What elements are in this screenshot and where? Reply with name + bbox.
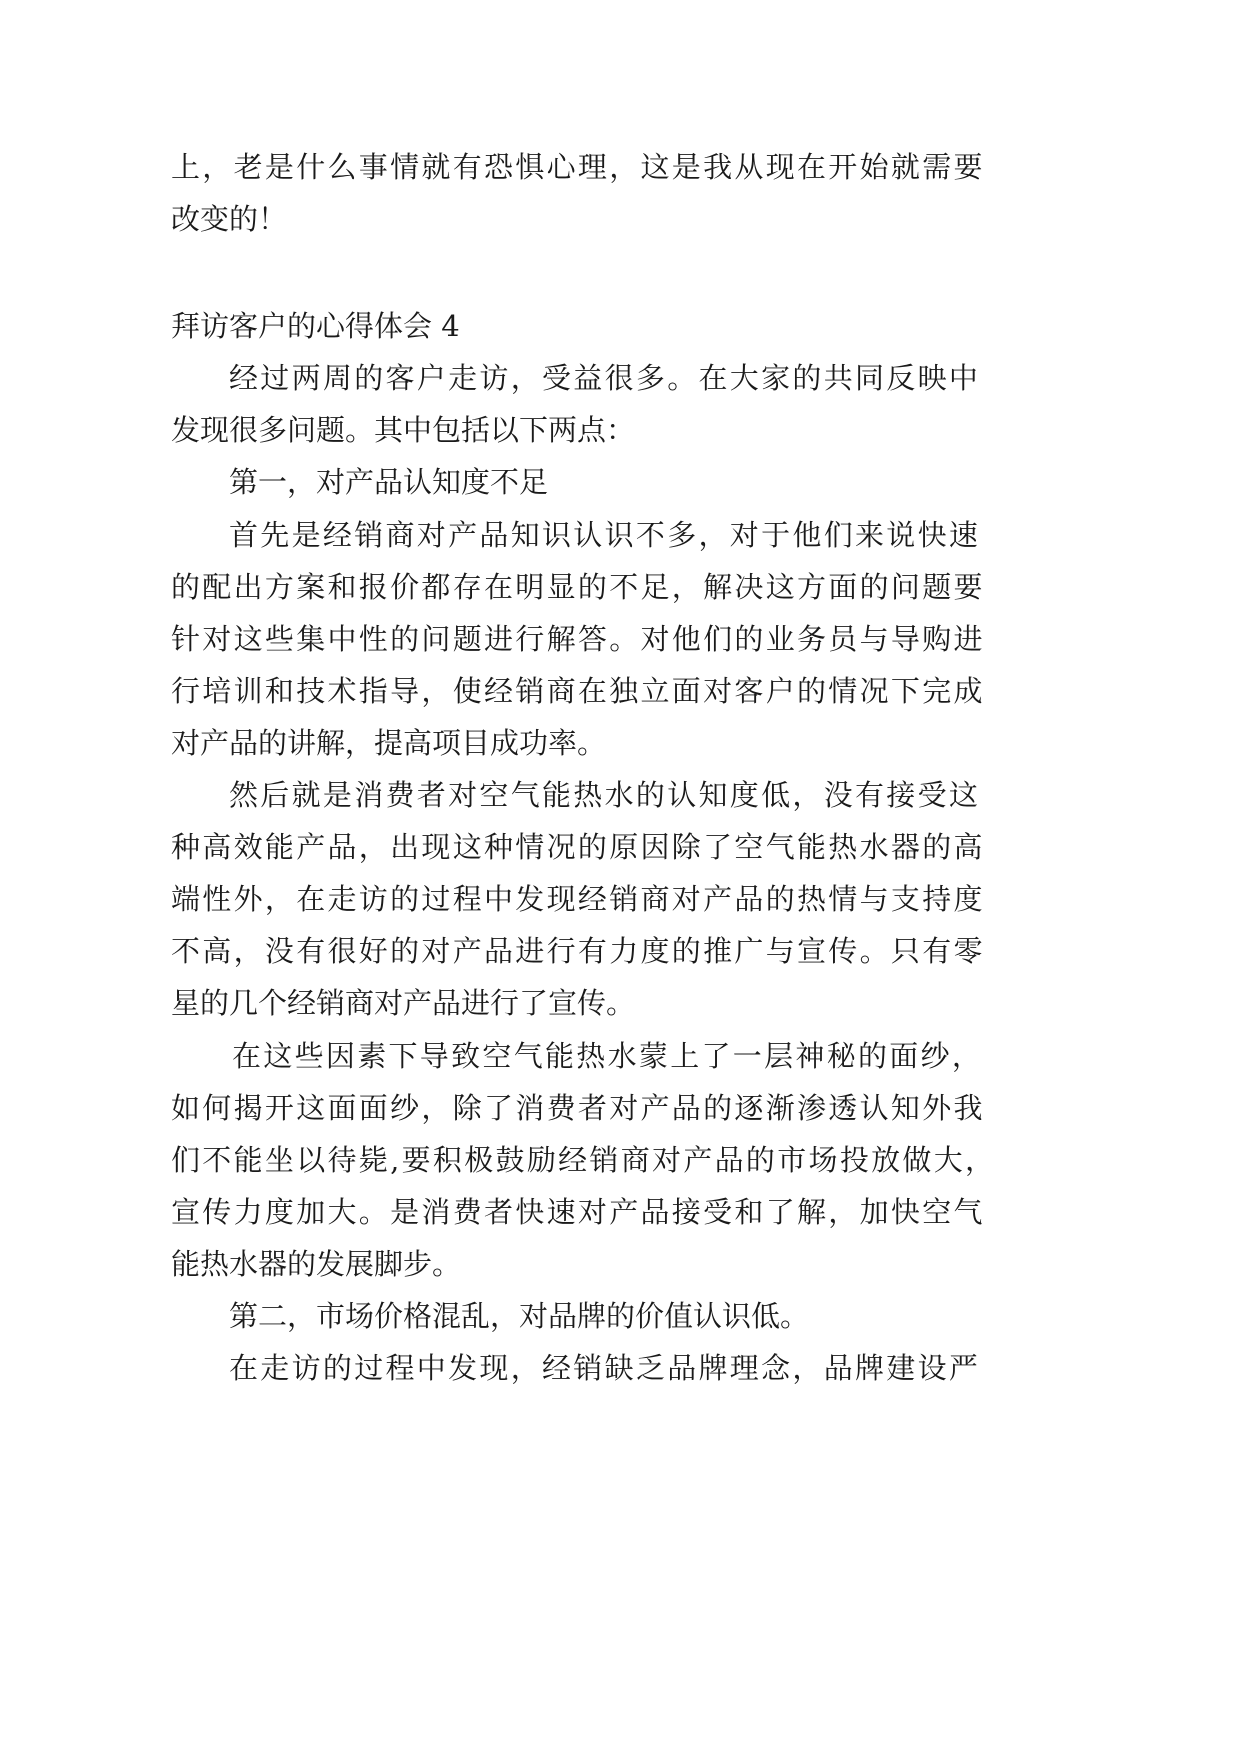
text-line: 行培训和技术指导，使经销商在独立面对客户的情况下完成 <box>171 674 985 708</box>
text-line: 星的几个经销商对产品进行了宣传。 <box>171 986 636 1020</box>
text-line: 在这些因素下导致空气能热水蒙上了一层神秘的面纱， <box>232 1039 984 1073</box>
text-line: 对产品的讲解，提高项目成功率。 <box>171 726 607 760</box>
text-line: 针对这些集中性的问题进行解答。对他们的业务员与导购进 <box>171 622 985 656</box>
text-line: 的配出方案和报价都存在明显的不足，解决这方面的问题要 <box>171 570 985 604</box>
text-line: 经过两周的客户走访，受益很多。在大家的共同反映中 <box>229 361 981 395</box>
text-line: 端性外，在走访的过程中发现经销商对产品的热情与支持度 <box>171 882 985 916</box>
text-line: 们不能坐以待毙,要积极鼓励经销商对产品的市场投放做大， <box>171 1143 997 1177</box>
text-line: 发现很多问题。其中包括以下两点： <box>171 413 636 447</box>
text-line: 然后就是消费者对空气能热水的认知度低，没有接受这 <box>229 778 981 812</box>
section-heading: 拜访客户的心得体会 4 <box>171 309 460 343</box>
text-line: 种高效能产品，出现这种情况的原因除了空气能热水器的高 <box>171 830 985 864</box>
subheading: 第二，市场价格混乱，对品牌的价值认识低。 <box>229 1299 810 1333</box>
text-line: 如何揭开这面面纱，除了消费者对产品的逐渐渗透认知外我 <box>171 1091 985 1125</box>
text-line: 在走访的过程中发现，经销缺乏品牌理念，品牌建设严 <box>229 1351 981 1385</box>
text-line: 改变的！ <box>171 202 288 236</box>
text-line: 首先是经销商对产品知识认识不多，对于他们来说快速 <box>229 518 981 552</box>
text-line: 能热水器的发展脚步。 <box>171 1247 462 1281</box>
text-line: 不高，没有很好的对产品进行有力度的推广与宣传。只有零 <box>171 934 985 968</box>
text-line: 宣传力度加大。是消费者快速对产品接受和了解，加快空气 <box>171 1195 985 1229</box>
text-line: 上，老是什么事情就有恐惧心理，这是我从现在开始就需要 <box>171 150 985 184</box>
subheading: 第一，对产品认知度不足 <box>229 465 549 499</box>
